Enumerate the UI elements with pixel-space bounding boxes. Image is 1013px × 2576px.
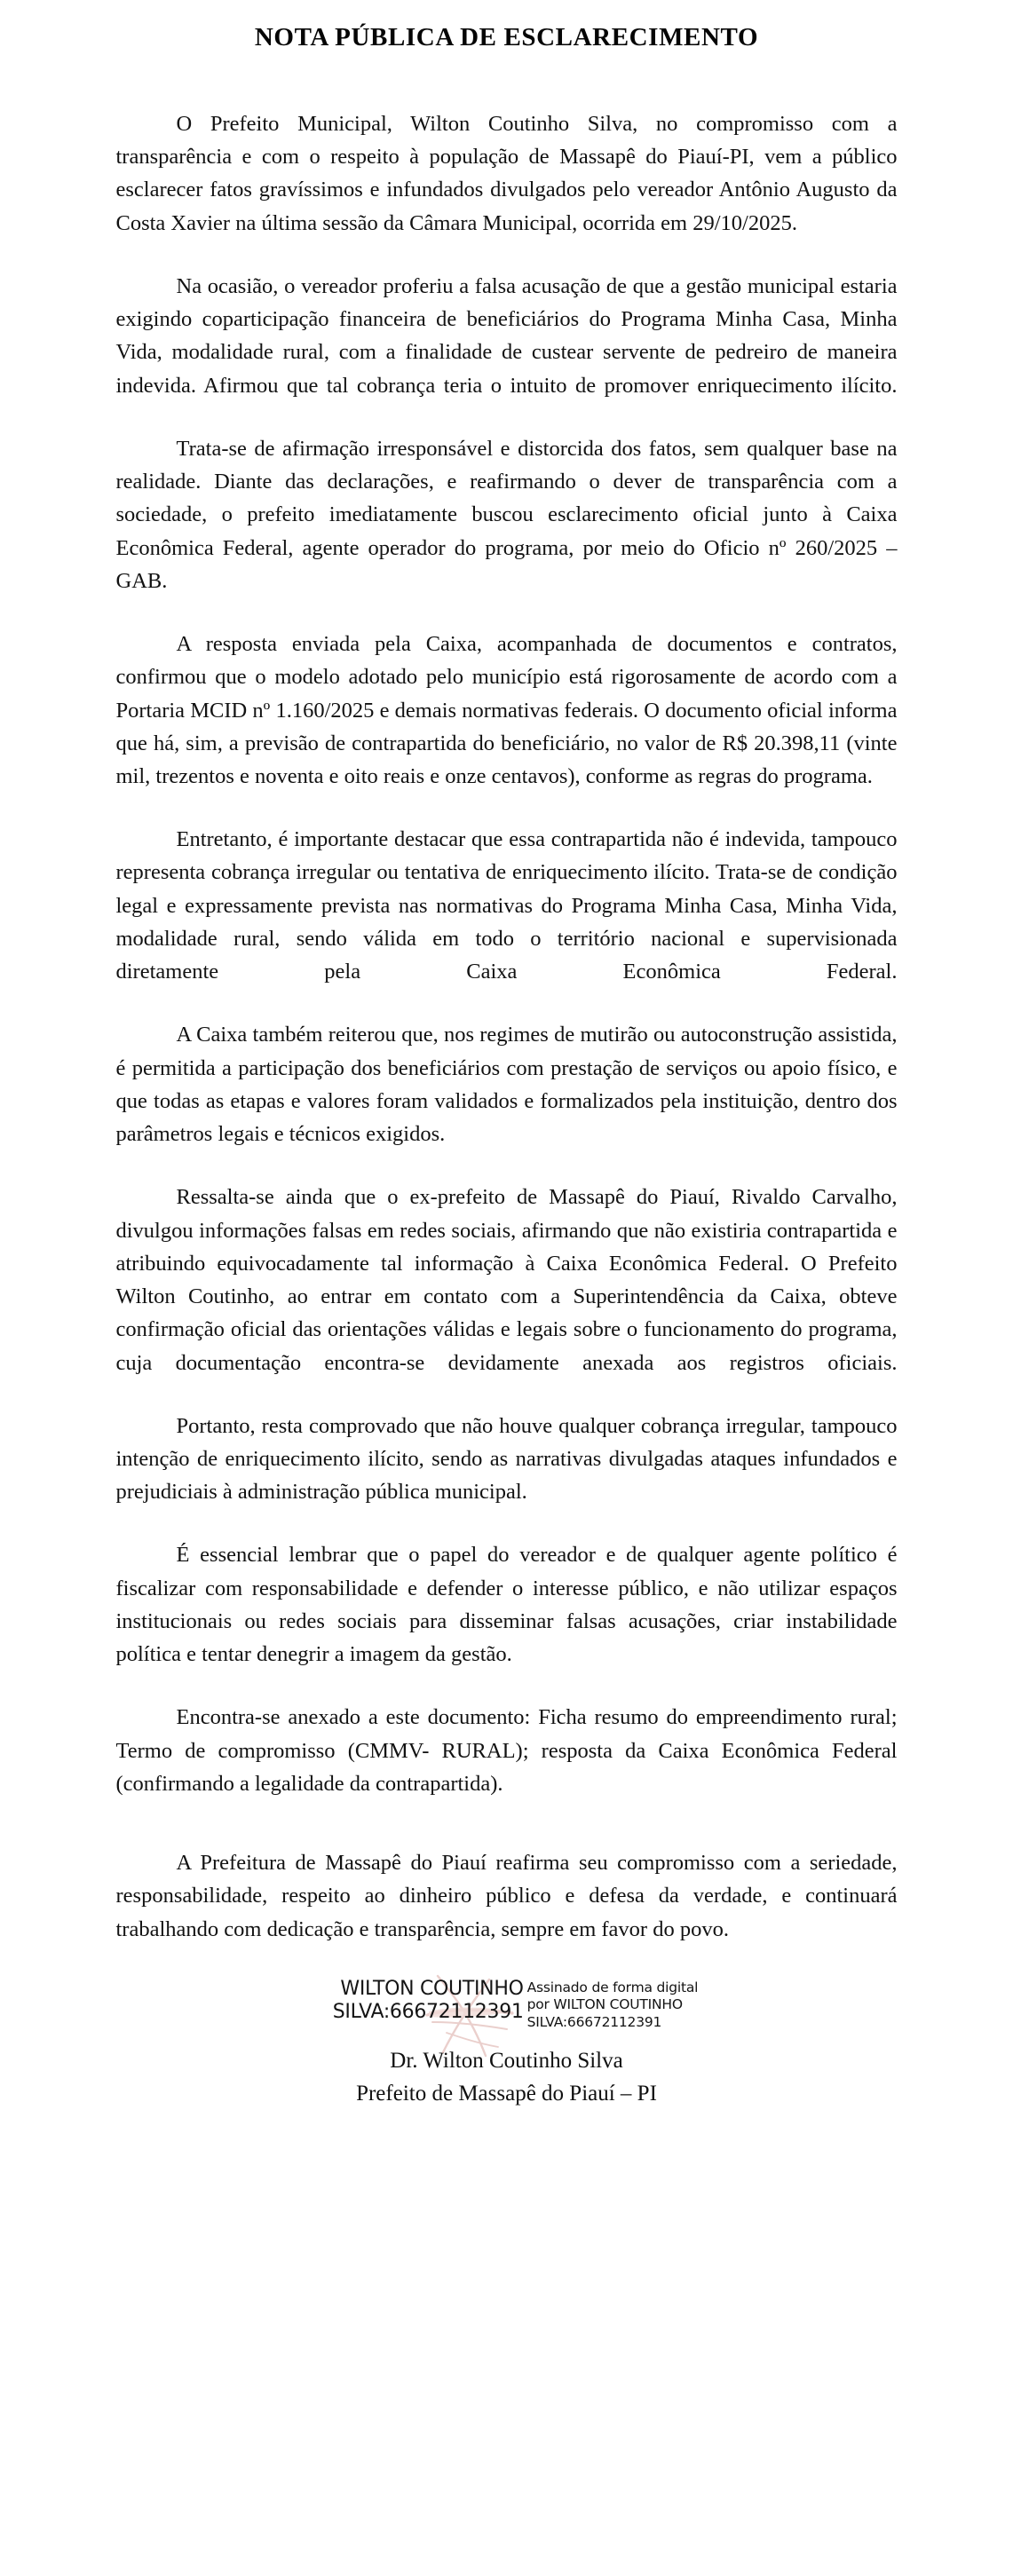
document-body xyxy=(116,52,898,1946)
signature-stamp-name xyxy=(333,1978,524,2024)
signer-block xyxy=(116,2045,898,2110)
paragraph-8: Portanto, resta comprovado que não houve qualquer cobrança irregular, tampouco intenção de enriquecimento ilícito, sendo as narrativas divulgadas ataques infundados e prejudiciais à administração pública municipal. xyxy=(115,1413,898,1505)
page-title: NOTA PÚBLICA DE ESCLARECIMENTO xyxy=(254,23,759,51)
paragraph-6: A Caixa também reiterou que, nos regimes de mutirão ou autoconstrução assistida, é permitida a participação dos beneficiários com prestação de serviços ou apoio físico, e que todas as etapas e valores foram validados e formalizados pela instituição, dentro dos parâmetros legais e técnicos exigidos. xyxy=(115,1023,898,1147)
signature-stamp-name-line1: WILTON COUTINHO xyxy=(340,1977,524,2000)
signature-meta-line3: SILVA:66672112391 xyxy=(526,2013,662,2030)
signature-area xyxy=(116,1969,898,2110)
signature-stamp-name-line2: SILVA:66672112391 xyxy=(332,2000,524,2023)
paragraph-10: Encontra-se anexado a este documento: Ficha resumo do empreendimento rural; Termo de compromisso (CMMV- RURAL); resposta da Caixa Econômica Federal (confirmando a legalidade da contrapartida). xyxy=(115,1705,898,1796)
signer-role: Prefeito de Massapê do Piauí – PI xyxy=(356,2081,657,2106)
paragraph-1: O Prefeito Municipal, Wilton Coutinho Silva, no compromisso com a transparência e com o respeito à população de Massapê do Piauí-PI, vem a público esclarecer fatos gravíssimos e infundados divulgados pelo vereador Antônio Augusto da Costa Xavier na última sessão da Câmara Municipal, ocorrida em 29/10/2025. xyxy=(115,112,898,235)
paragraph-7: Ressalta-se ainda que o ex-prefeito de Massapê do Piauí, Rivaldo Carvalho, divulgou informações falsas em redes sociais, afirmando que não existiria contrapartida e atribuindo equivocadamente tal informação à Caixa Econômica Federal. O Prefeito Wilton Coutinho, ao entrar em contato com a Superintendência da Caixa, obteve confirmação oficial das orientações válidas e legais sobre o funcionamento do programa, cuja documentação encontra-se devidamente anexada aos registros oficiais. xyxy=(115,1185,898,1375)
paragraph-5: Entretanto, é importante destacar que essa contrapartida não é indevida, tampouco representa cobrança irregular ou tentativa de enriquecimento ilícito. Trata-se de condição legal e expressamente prevista nas normativas do Programa Minha Casa, Minha Vida, modalidade rural, sendo válida em todo o território nacional e supervisionada diretamente pela Caixa Econômica Federal. xyxy=(115,827,898,984)
signature-meta-line1: Assinado de forma digital xyxy=(526,1979,699,1995)
signature-meta-line2: por WILTON COUTINHO xyxy=(526,1996,683,2013)
signer-name: Dr. Wilton Coutinho Silva xyxy=(390,2049,623,2074)
paragraph-2: Na ocasião, o vereador proferiu a falsa acusação de que a gestão municipal estaria exigindo coparticipação financeira de beneficiários do Programa Minha Casa, Minha Vida, modalidade rural, com a finalidade de custear servente de pedreiro de maneira indevida. Afirmou que tal cobrança teria o intuito de promover enriquecimento ilícito. xyxy=(115,273,898,398)
paragraph-3: Trata-se de afirmação irresponsável e distorcida dos fatos, sem qualquer base na realidade. Diante das declarações, e reafirmando o dever de transparência com a sociedade, o prefeito imediatamente buscou esclarecimento oficial junto à Caixa Econômica Federal, agente operador do programa, por meio do Oficio nº 260/2025 – GAB. xyxy=(115,436,898,593)
digital-signature-stamp xyxy=(116,1978,898,2032)
paragraph-4: A resposta enviada pela Caixa, acompanhada de documentos e contratos, confirmou que o modelo adotado pelo município está rigorosamente de acordo com a Portaria MCID nº 1.160/2025 e demais normativas federais. O documento oficial informa que há, sim, a previsão de contrapartida do beneficiário, no valor de R$ 20.398,11 (vinte mil, trezentos e noventa e oito reais e onze centavos), conforme as regras do programa. xyxy=(115,632,898,788)
paragraph-11: A Prefeitura de Massapê do Piauí reafirma seu compromisso com a seriedade, responsabilidade, respeito ao dinheiro público e defesa da verdade, e continuará trabalhando com dedicação e transparência, sempre em favor do povo. xyxy=(115,1851,898,1941)
paragraph-9: É essencial lembrar que o papel do vereador e de qualquer agente político é fiscalizar com responsabilidade e defender o interesse público, e não utilizar espaços institucionais ou redes sociais para disseminar falsas acusações, criar instabilidade política e tentar denegrir a imagem da gestão. xyxy=(115,1543,898,1667)
signature-stamp-meta xyxy=(527,1978,699,2032)
